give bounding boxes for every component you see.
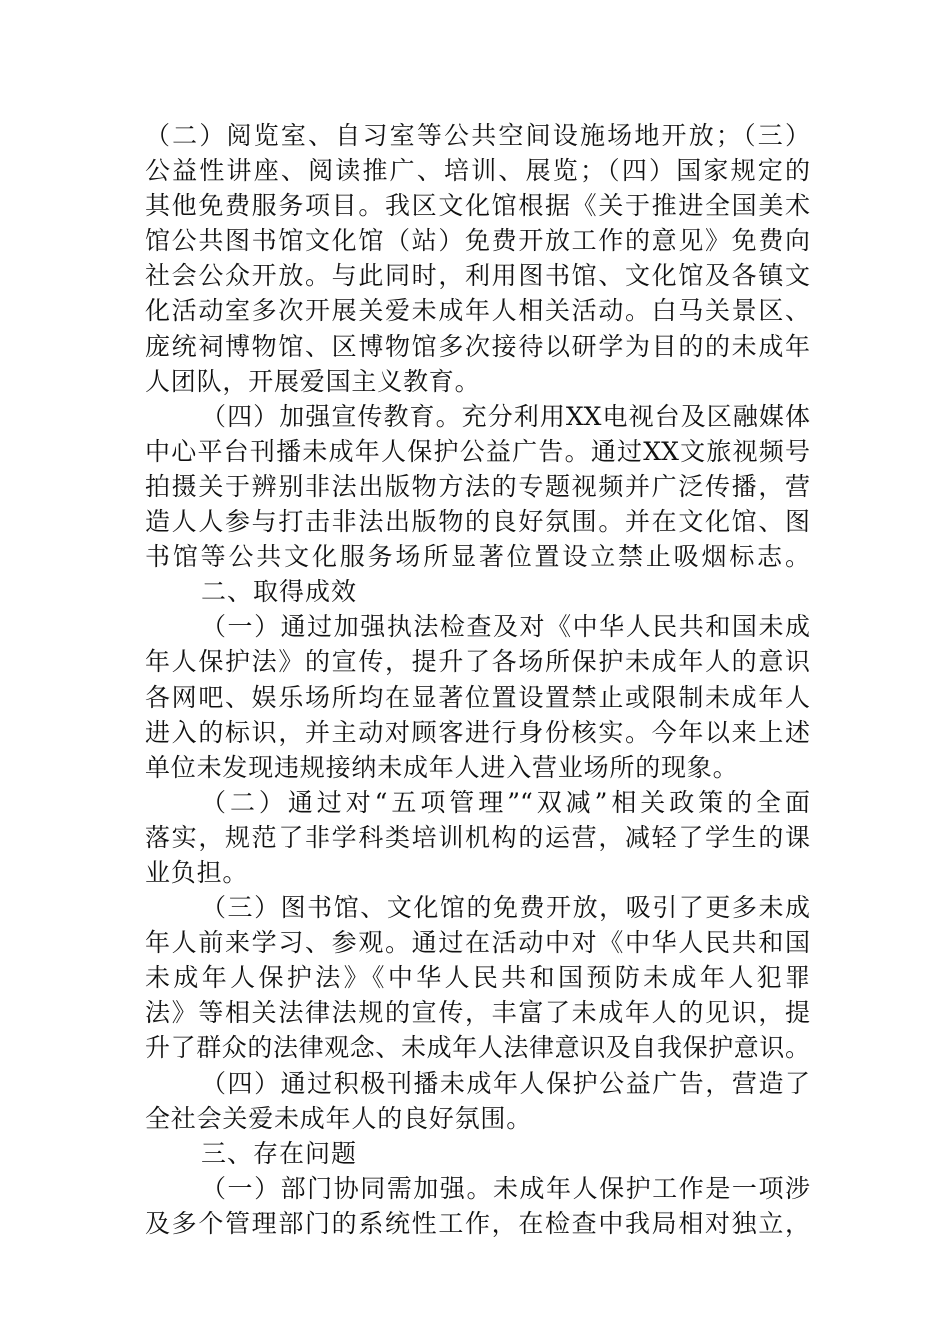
text-line: （一）部门协同需加强。未成年人保护工作是一项涉	[201, 1173, 810, 1203]
text-line: 造人人参与打击非法出版物的良好氛围。并在文化馆、图	[145, 507, 810, 537]
text-line: 拍摄关于辨别非法出版物方法的专题视频并广泛传播，营	[145, 471, 810, 501]
text-line: 人团队，开展爱国主义教育。	[145, 366, 481, 396]
text-line: （三）图书馆、文化馆的免费开放，吸引了更多未成	[201, 893, 810, 923]
text-line: 庞统祠博物馆、区博物馆多次接待以研学为目的的未成年	[145, 331, 810, 361]
text-line: （四）加强宣传教育。充分利用XX电视台及区融媒体	[201, 401, 810, 431]
text-line: 进入的标识，并主动对顾客进行身份核实。今年以来上述	[145, 717, 810, 747]
text-line: 升了群众的法律观念、未成年人法律意识及自我保护意识。	[145, 1033, 810, 1063]
text-line: 法》等相关法律法规的宣传，丰富了未成年人的见识，提	[145, 998, 810, 1028]
text-line: 馆公共图书馆文化馆（站）免费开放工作的意见》免费向	[145, 226, 810, 256]
text-line: （一）通过加强执法检查及对《中华人民共和国未成	[201, 612, 810, 642]
section-heading: 二、取得成效	[201, 577, 358, 607]
text-line: 全社会关爱未成年人的良好氛围。	[145, 1103, 533, 1133]
text-line: 年人前来学习、参观。通过在活动中对《中华人民共和国	[145, 928, 810, 958]
text-line: 中心平台刊播未成年人保护公益广告。通过XX文旅视频号	[145, 436, 810, 466]
text-line: 各网吧、娱乐场所均在显著位置设置禁止或限制未成年人	[145, 682, 810, 712]
text-line: 及多个管理部门的系统性工作，在检查中我局相对独立，	[145, 1208, 810, 1238]
text-line: （二）阅览室、自习室等公共空间设施场地开放；（三）	[145, 121, 810, 150]
text-line: （二）通过对“五项管理”“双减”相关政策的全面	[201, 787, 810, 817]
text-line: 化活动室多次开展关爱未成年人相关活动。白马关景区、	[145, 296, 810, 326]
text-line: 单位未发现违规接纳未成年人进入营业场所的现象。	[145, 752, 739, 782]
text-line: 公益性讲座、阅读推广、培训、展览；（四）国家规定的	[145, 156, 810, 186]
text-line: （四）通过积极刊播未成年人保护公益广告，营造了	[201, 1068, 810, 1098]
text-line: 落实，规范了非学科类培训机构的运营，减轻了学生的课	[145, 822, 810, 852]
document-body	[145, 118, 810, 1241]
text-line: 业负担。	[145, 857, 249, 887]
text-line: 其他免费服务项目。我区文化馆根据《关于推进全国美术	[145, 191, 810, 221]
text-line: 书馆等公共文化服务场所显著位置设立禁止吸烟标志。	[145, 542, 810, 572]
text-line: 未成年人保护法》《中华人民共和国预防未成年人犯罪	[145, 963, 810, 993]
text-line: 社会公众开放。与此同时，利用图书馆、文化馆及各镇文	[145, 261, 810, 291]
section-heading: 三、存在问题	[201, 1138, 358, 1168]
text-line: 年人保护法》的宣传，提升了各场所保护未成年人的意识	[145, 647, 810, 677]
